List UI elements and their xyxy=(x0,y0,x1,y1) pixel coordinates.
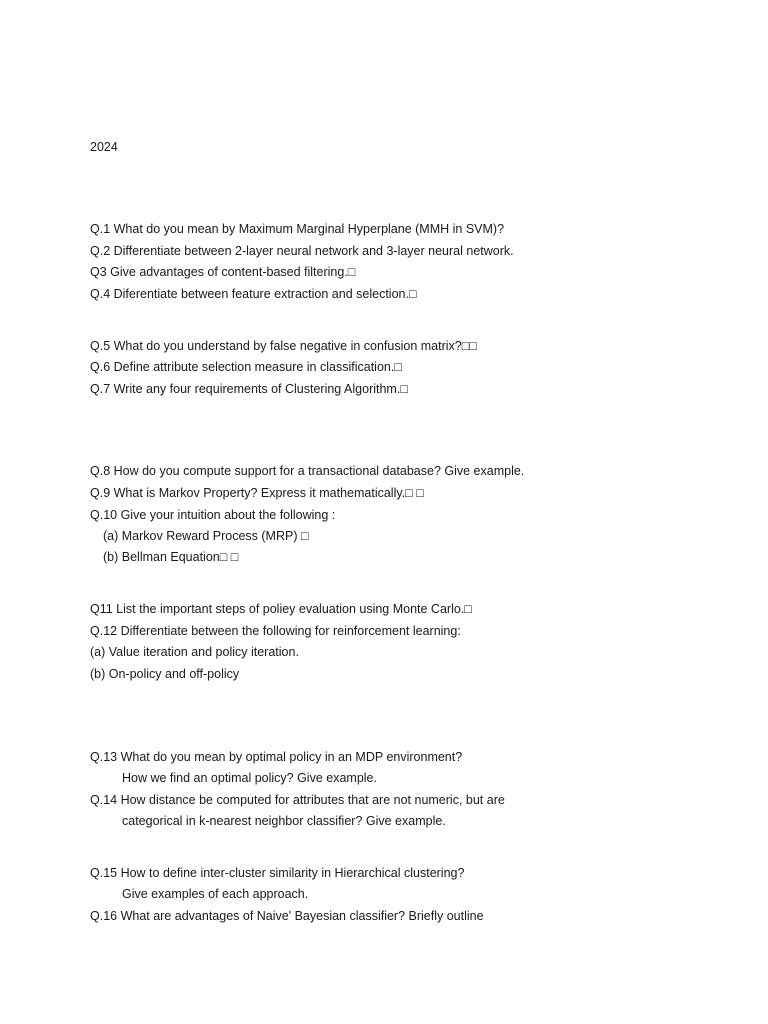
sub-question-line: (b) Bellman Equation□ □ xyxy=(103,550,239,564)
sub-question-line: (a) Markov Reward Process (MRP) □ xyxy=(103,529,309,543)
question-line: Q.14 How distance be computed for attributes that are not numeric, but are xyxy=(90,793,505,807)
question-line: Q.1 What do you mean by Maximum Marginal Hyperplane (MMH in SVM)? xyxy=(90,222,505,236)
question-line: Q.6 Define attribute selection measure in classification.□ xyxy=(90,360,402,374)
question-line: Q.5 What do you understand by false negative in confusion matrix?□□ xyxy=(90,339,477,353)
sub-question-line: (a) Value iteration and policy iteration. xyxy=(90,645,299,659)
question-continuation-line: categorical in k-nearest neighbor classifier? Give example. xyxy=(122,814,446,828)
question-line: Q3 Give advantages of content-based filtering.□ xyxy=(90,265,356,279)
sub-question-line: (b) On-policy and off-policy xyxy=(90,667,240,681)
question-line: Q.8 How do you compute support for a transactional database? Give example. xyxy=(90,464,525,478)
question-continuation-line: How we find an optimal policy? Give example. xyxy=(122,771,377,785)
question-line: Q.15 How to define inter-cluster similarity in Hierarchical clustering? xyxy=(90,866,465,880)
question-line: Q.12 Differentiate between the following for reinforcement learning: xyxy=(90,624,461,638)
question-line: Q.7 Write any four requirements of Clustering Algorithm.□ xyxy=(90,382,408,396)
question-continuation-line: Give examples of each approach. xyxy=(122,887,309,901)
question-line: Q.4 Diferentiate between feature extraction and selection.□ xyxy=(90,287,417,301)
question-line: Q.16 What are advantages of Naive' Bayesian classifier? Briefly outline xyxy=(90,909,484,923)
question-line: Q.2 Differentiate between 2-layer neural network and 3-layer neural network. xyxy=(90,244,514,258)
question-line: Q.9 What is Markov Property? Express it mathematically.□ □ xyxy=(90,486,424,500)
question-line: Q.13 What do you mean by optimal policy in an MDP environment? xyxy=(90,750,463,764)
question-line: Q11 List the important steps of poliey evaluation using Monte Carlo.□ xyxy=(90,602,472,616)
year-heading: 2024 xyxy=(90,140,118,154)
question-line: Q.10 Give your intuition about the following : xyxy=(90,508,336,522)
